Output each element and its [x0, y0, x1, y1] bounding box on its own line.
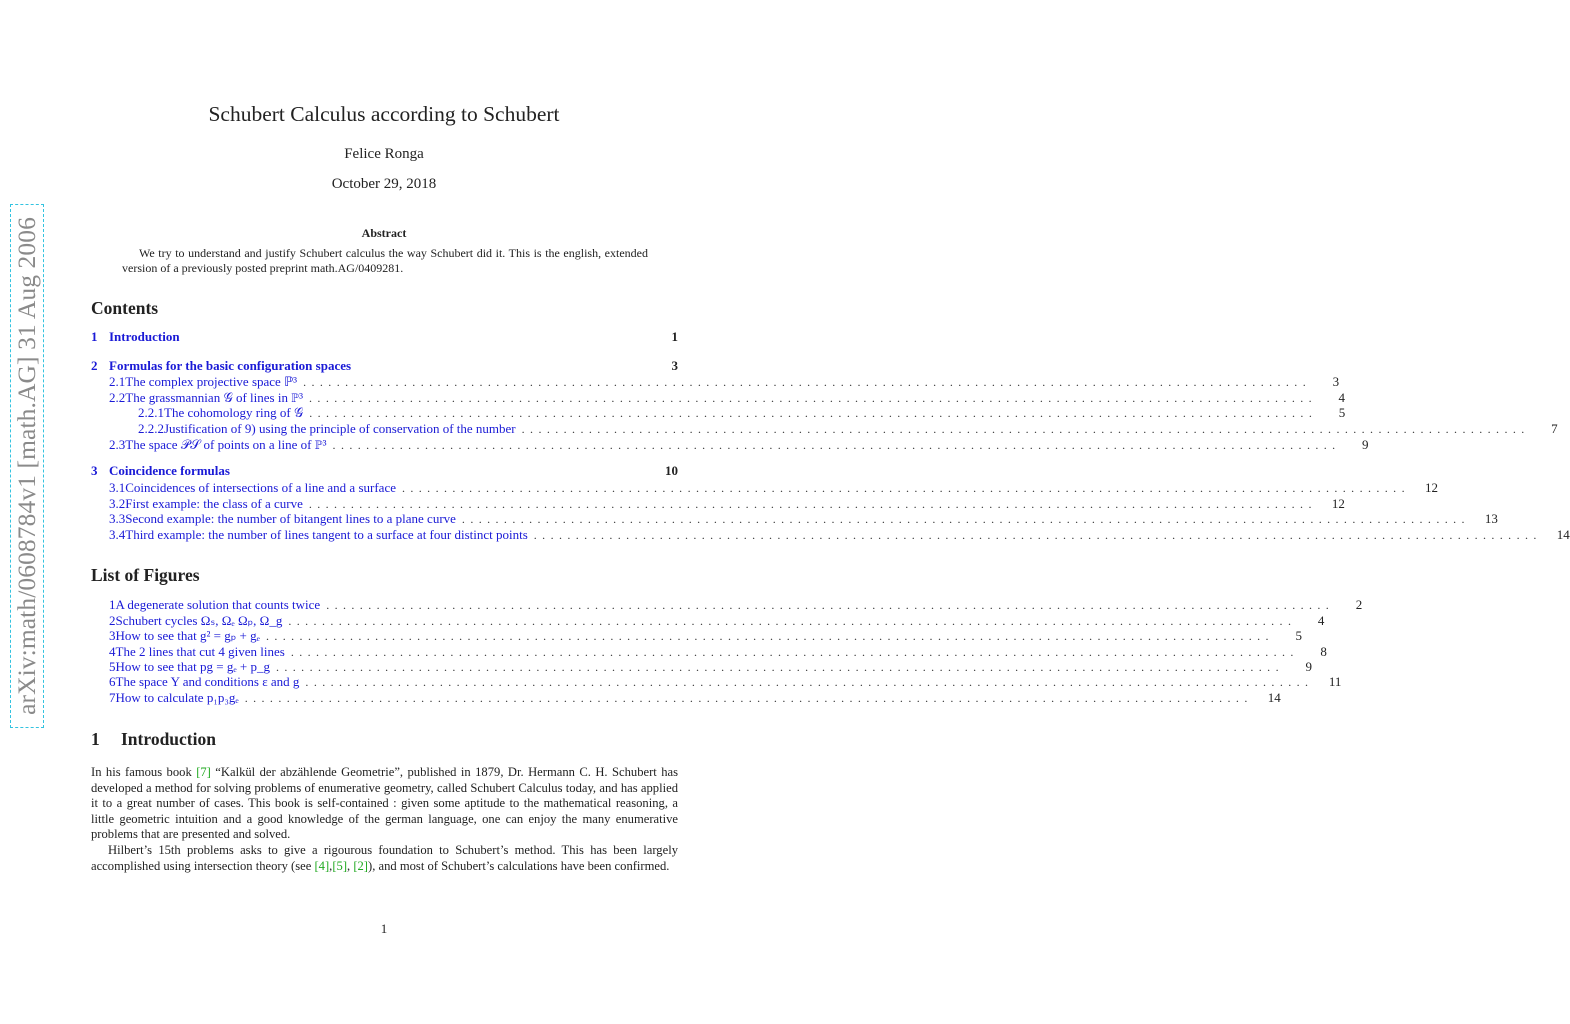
toc-leader-dots: ........................................................................................................................ [521, 422, 1530, 436]
text-run: Hilbert’s 15th problems asks to give a rigourous foundation to Schubert’s method. This has been largely accomplished using intersection theory (see [91, 843, 678, 873]
toc-entry-label: The space 𝒫𝒮 of points on a line of ℙ³ [125, 437, 327, 452]
toc-entry-number: 2.2 [109, 390, 126, 405]
figure-leader-dots: ........................................................................................................................ [288, 614, 1297, 628]
figure-entry[interactable] [109, 644, 1327, 660]
toc-entry-number: 1 [91, 329, 98, 344]
figure-entry[interactable] [109, 613, 1325, 629]
toc-entry-number: 3 [91, 463, 98, 478]
toc-entry[interactable] [91, 329, 678, 345]
toc-entry-page: 9 [1362, 437, 1369, 452]
toc-entry-number: 2.1 [109, 374, 126, 389]
contents-heading: Contents [91, 298, 159, 318]
toc-entry-number: 2.3 [109, 437, 126, 452]
toc-entry[interactable] [109, 527, 1570, 543]
text-run: “Kalkül der abzählende Geometrie”, published in 1879, Dr. Hermann C. H. Schubert has developed a method for solving problems of enumerative geometry, called Schubert Calculus today, and has applied it to a great number of cases. This book is self-contained : given some aptitude to the mathematical reasoning, a little geometric intuition and a good knowledge of the german language, one can enjoy the many enumerative problems that are presented and solved. [91, 765, 679, 842]
toc-entry-label: The grassmannian 𝒢 of lines in ℙ³ [125, 390, 304, 405]
toc-leader-dots: ........................................................................................................................ [309, 406, 1318, 420]
toc-entry-page: 14 [1556, 527, 1570, 542]
toc-entry-page: 4 [1338, 390, 1346, 405]
text-run: , [347, 858, 354, 873]
toc-entry-page: 12 [1331, 496, 1345, 511]
figure-entry-number: 4 [109, 644, 116, 659]
figure-entry-page: 2 [1355, 597, 1363, 612]
paper-author: Felice Ronga [344, 146, 424, 162]
toc-entry-label: Formulas for the basic configuration spaces [109, 358, 352, 373]
figure-entry[interactable] [109, 659, 1312, 675]
figure-entry-label: How to calculate p₁p₃gₑ [115, 690, 239, 705]
toc-leader-dots: ........................................................................................................................ [401, 481, 1410, 495]
toc-entry[interactable] [109, 390, 1346, 406]
figure-leader-dots: ........................................................................................................................ [326, 598, 1335, 612]
toc-entry[interactable] [91, 463, 678, 479]
citation-link[interactable]: [2] [353, 858, 368, 873]
toc-entry[interactable] [138, 421, 1558, 437]
text-run: In his famous book [91, 765, 197, 779]
introduction-number: 1 [91, 729, 100, 749]
toc-entry-page: 3 [1332, 374, 1340, 389]
toc-leader-dots: ........................................................................................................................ [461, 512, 1470, 526]
toc-leader-dots: ........................................................................................................................ [308, 497, 1317, 511]
toc-entry-page: 7 [1551, 421, 1558, 436]
toc-leader-dots: ........................................................................................................................ [533, 528, 1542, 542]
toc-entry[interactable] [109, 496, 1345, 512]
abstract-heading: Abstract [361, 226, 407, 240]
figure-leader-dots: ........................................................................................................................ [275, 660, 1284, 674]
toc-entry[interactable] [109, 437, 1369, 453]
figure-entry-page: 4 [1317, 613, 1325, 628]
toc-entry-label: Coincidences of intersections of a line and a surface [125, 480, 396, 495]
figure-entry-label: A degenerate solution that counts twice [115, 597, 321, 612]
citation-link[interactable]: [4] [314, 858, 330, 873]
figure-entry-page: 9 [1305, 659, 1312, 674]
figure-entry-number: 7 [109, 690, 116, 705]
figure-entry-number: 3 [109, 628, 116, 643]
figure-entry-number: 6 [109, 674, 116, 689]
toc-entry-page: 12 [1424, 480, 1438, 495]
intro-paragraph-2 [91, 843, 678, 874]
figure-leader-dots: ........................................................................................................................ [244, 691, 1253, 705]
figure-entry-page: 11 [1328, 674, 1342, 689]
figure-entry-number: 1 [109, 597, 116, 612]
toc-entry-label: The complex projective space ℙ³ [125, 374, 298, 389]
toc-entry-label: The cohomology ring of 𝒢 [164, 405, 304, 420]
toc-entry-page: 1 [671, 329, 678, 344]
text-run: , [329, 858, 333, 873]
paper-title: Schubert Calculus according to Schubert [208, 102, 560, 126]
figure-entry[interactable] [109, 674, 1342, 690]
toc-leader-dots: ........................................................................................................................ [309, 391, 1318, 405]
figure-entry-number: 2 [109, 613, 116, 628]
toc-entry-number: 3.1 [109, 480, 126, 495]
figure-entry[interactable] [109, 628, 1302, 644]
toc-entry-label: Second example: the number of bitangent lines to a plane curve [125, 511, 456, 526]
toc-entry-number: 3.3 [109, 511, 126, 526]
toc-entry-number: 3.4 [109, 527, 126, 542]
toc-entry-page: 10 [665, 463, 678, 478]
toc-entry-number: 2 [91, 358, 98, 373]
paper-date: October 29, 2018 [331, 176, 437, 192]
figure-entry-label: How to see that pg = gₑ + p_g [115, 659, 270, 674]
figure-entry-page: 5 [1295, 628, 1302, 643]
toc-leader-dots: ........................................................................................................................ [303, 375, 1312, 389]
toc-entry[interactable] [109, 374, 1340, 390]
figure-entry-label: The space Y and conditions ε and g [115, 674, 300, 689]
figure-entry[interactable] [109, 690, 1281, 706]
arxiv-stamp-text[interactable]: arXiv:math/0608784v1 [math.AG] 31 Aug 2006 [12, 217, 41, 715]
introduction-heading [91, 729, 216, 750]
figure-entry-label: Schubert cycles Ωₛ, Ωₑ Ωₚ, Ω_g [115, 613, 283, 628]
citation-link[interactable]: [7] [196, 765, 211, 779]
toc-entry[interactable] [138, 405, 1346, 421]
toc-entry-page: 5 [1338, 405, 1346, 420]
toc-entry-number: 3.2 [109, 496, 126, 511]
toc-entry-label: Third example: the number of lines tangent to a surface at four distinct points [125, 527, 528, 542]
toc-entry-page: 13 [1484, 511, 1498, 526]
figure-leader-dots: ........................................................................................................................ [305, 675, 1314, 689]
intro-paragraph-1 [91, 765, 678, 843]
toc-entry[interactable] [109, 511, 1498, 527]
figure-entry-page: 8 [1320, 644, 1327, 659]
toc-entry-page: 3 [671, 358, 678, 373]
toc-entry-number: 2.2.1 [138, 405, 164, 420]
figure-entry[interactable] [109, 597, 1363, 613]
figure-entry-number: 5 [109, 659, 116, 674]
abstract-text: We try to understand and justify Schubert calculus the way Schubert did it. This is the english, extended version of a previously posted preprint math.AG/0409281. [122, 246, 648, 275]
introduction-title: Introduction [121, 729, 216, 749]
figures-heading: List of Figures [91, 565, 200, 585]
figure-entry-page: 14 [1267, 690, 1281, 705]
toc-entry[interactable] [91, 358, 678, 374]
citation-link[interactable]: [5] [332, 858, 348, 873]
figure-entry-label: How to see that g² = gₚ + gₑ [115, 628, 260, 643]
page-number: 1 [380, 921, 388, 936]
toc-entry-label: First example: the class of a curve [125, 496, 303, 511]
figure-entry-label: The 2 lines that cut 4 given lines [115, 644, 285, 659]
text-run: ), and most of Schubert’s calculations have been confirmed. [368, 858, 670, 873]
toc-leader-dots: ........................................................................................................................ [332, 438, 1341, 452]
toc-entry-number: 2.2.2 [138, 421, 164, 436]
toc-entry-label: Justification of 9) using the principle of conservation of the number [164, 421, 516, 436]
toc-entry-label: Introduction [109, 329, 180, 344]
figure-leader-dots: ........................................................................................................................ [290, 645, 1299, 659]
figure-leader-dots: ........................................................................................................................ [265, 629, 1274, 643]
toc-entry-label: Coincidence formulas [109, 463, 230, 478]
toc-entry[interactable] [109, 480, 1438, 496]
